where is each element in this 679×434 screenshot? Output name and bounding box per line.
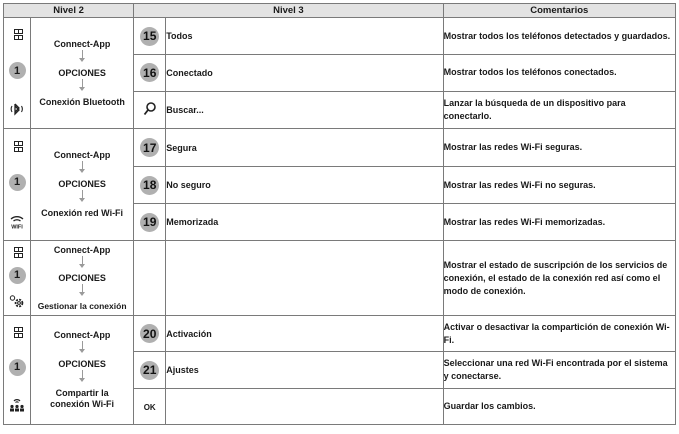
level3-label: Ajustes	[166, 352, 443, 389]
step-one-icon: 1	[9, 267, 26, 284]
hotspot-share-icon	[8, 397, 26, 413]
step-one-icon: 1	[9, 359, 26, 376]
level3-label: Conectado	[166, 55, 443, 91]
arrow-down-icon	[79, 50, 85, 64]
header-comentarios: Comentarios	[443, 4, 675, 18]
number-badge: 20	[140, 324, 159, 343]
level2-connect-app: Connect-App	[53, 244, 111, 255]
wifi-icon	[8, 213, 26, 229]
section-icons	[4, 129, 31, 241]
level2-opciones: OPCIONES	[58, 359, 106, 369]
level2-path	[31, 316, 134, 425]
header-row	[4, 4, 676, 18]
level2-connect-app: Connect-App	[53, 330, 111, 340]
table-row	[4, 241, 676, 316]
table-row	[4, 316, 676, 352]
step-one-icon: 1	[9, 62, 26, 79]
arrow-down-icon	[79, 161, 85, 175]
number-badge: 15	[140, 27, 159, 46]
table-row	[4, 18, 676, 55]
settings-table	[3, 3, 676, 425]
comment: Mostrar todos los teléfonos detectados y guardados.	[443, 18, 675, 55]
header-nivel2: Nivel 2	[4, 4, 134, 18]
level2-item: Conexión Bluetooth	[39, 96, 125, 107]
level3-label: Segura	[166, 129, 443, 167]
comment: Mostrar todos los teléfonos conectados.	[443, 55, 675, 91]
arrow-down-icon	[79, 190, 85, 204]
level2-connect-app: Connect-App	[53, 38, 111, 49]
comment: Mostrar las redes Wi-Fi memorizadas.	[443, 204, 675, 241]
comment: Mostrar las redes Wi-Fi no seguras.	[443, 167, 675, 204]
apps-grid-icon	[14, 327, 21, 338]
level2-path	[31, 241, 134, 316]
level2-opciones: OPCIONES	[58, 67, 106, 78]
search-icon	[142, 101, 158, 117]
number-badge: 16	[140, 63, 159, 82]
comment: Guardar los cambios.	[443, 389, 675, 425]
comment: Mostrar el estado de suscripción de los servicios de conexión, el estado de la conexión red así como el modo de conexión.	[443, 241, 675, 316]
section-icons	[4, 18, 31, 129]
section-icons	[4, 241, 31, 316]
arrow-down-icon	[79, 341, 85, 355]
gear-icon	[8, 293, 26, 309]
level3-label	[166, 241, 443, 316]
level3-label: Activación	[166, 316, 443, 352]
level2-item: Conexión red Wi-Fi	[41, 208, 124, 218]
section-icons	[4, 316, 31, 425]
comment: Mostrar las redes Wi-Fi seguras.	[443, 129, 675, 167]
number-cell	[134, 241, 166, 316]
level3-label: Todos	[166, 18, 443, 55]
level3-label: Buscar...	[166, 91, 443, 128]
arrow-down-icon	[79, 284, 85, 298]
arrow-down-icon	[79, 79, 85, 93]
level2-item: Gestionar la conexión	[37, 300, 127, 311]
number-badge: 21	[140, 361, 159, 380]
apps-grid-icon	[14, 141, 21, 152]
level3-label	[166, 389, 443, 425]
comment: Seleccionar una red Wi-Fi encontrada por el sistema y conectarse.	[443, 352, 675, 389]
level2-opciones: OPCIONES	[58, 179, 106, 189]
bluetooth-icon	[9, 101, 25, 117]
number-badge: 19	[140, 213, 159, 232]
number-badge: 18	[140, 176, 159, 195]
level2-path	[31, 129, 134, 241]
number-badge: 17	[140, 138, 159, 157]
arrow-down-icon	[79, 256, 85, 270]
comment: Lanzar la búsqueda de un dispositivo para conectarlo.	[443, 91, 675, 128]
table-row	[4, 129, 676, 167]
comment: Activar o desactivar la compartición de conexión Wi-Fi.	[443, 316, 675, 352]
header-nivel3: Nivel 3	[134, 4, 443, 18]
level3-label: Memorizada	[166, 204, 443, 241]
apps-grid-icon	[14, 29, 21, 40]
apps-grid-icon	[14, 247, 21, 258]
level2-connect-app: Connect-App	[53, 150, 111, 160]
level3-label: No seguro	[166, 167, 443, 204]
svg-text:WIFI: WIFI	[11, 224, 23, 229]
arrow-down-icon	[79, 370, 85, 384]
ok-icon: OK	[143, 402, 156, 412]
level2-path	[31, 18, 134, 129]
level2-item: Compartir la conexión Wi-Fi	[50, 388, 115, 409]
level2-opciones: OPCIONES	[58, 272, 106, 283]
step-one-icon: 1	[9, 174, 26, 191]
